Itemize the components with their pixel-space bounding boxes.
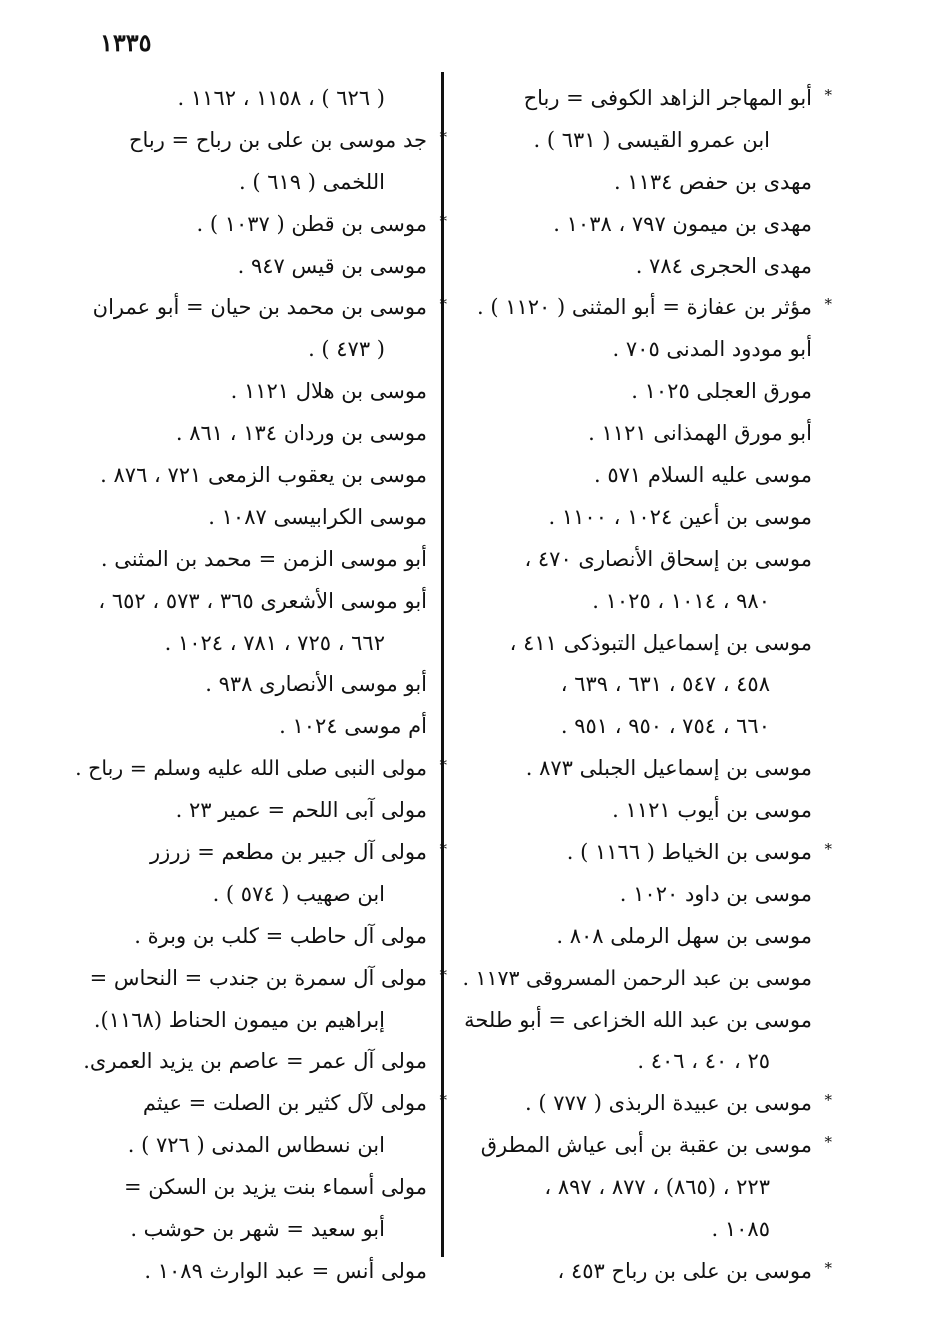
index-line bbox=[72, 455, 427, 497]
index-line bbox=[462, 287, 812, 329]
index-line-text: مولى النبى صلى الله عليه وسلم = رباح . bbox=[75, 756, 427, 781]
index-line bbox=[462, 162, 812, 204]
index-line bbox=[72, 1083, 427, 1125]
index-line bbox=[462, 748, 812, 790]
index-line bbox=[72, 413, 427, 455]
index-line bbox=[72, 1251, 427, 1293]
index-line-text: موسى عليه السلام ٥٧١ . bbox=[593, 463, 812, 488]
index-line-text: موسى الكرابيسى ١٠٨٧ . bbox=[208, 504, 427, 529]
index-line-text: موسى بن محمد بن حيان = أبو عمران bbox=[92, 295, 427, 320]
index-line bbox=[72, 1041, 427, 1083]
index-line-text: مورق العجلى ١٠٢٥ . bbox=[631, 379, 812, 404]
index-line bbox=[462, 246, 812, 288]
index-line-text: موسى بن يعقوب الزمعى ٧٢١ ، ٨٧٦ . bbox=[100, 463, 427, 488]
index-line-text: موسى بن إسماعيل التبوذكى ٤١١ ، bbox=[509, 630, 812, 655]
index-line bbox=[72, 623, 427, 665]
index-line bbox=[462, 790, 812, 832]
index-line bbox=[462, 1125, 812, 1167]
index-line bbox=[72, 1209, 427, 1251]
index-line bbox=[72, 497, 427, 539]
index-line bbox=[462, 204, 812, 246]
index-line bbox=[72, 1167, 427, 1209]
index-line bbox=[462, 1251, 812, 1293]
index-line-text: ٦٦٠ ، ٧٥٤ ، ٩٥٠ ، ٩٥١ . bbox=[560, 714, 770, 739]
index-line-text: أبو سعيد = شهر بن حوشب . bbox=[130, 1217, 385, 1242]
index-line bbox=[462, 958, 812, 1000]
index-line bbox=[72, 539, 427, 581]
index-line-text: ٢٥ ، ٤٠ ، ٤٠٦ . bbox=[637, 1049, 770, 1074]
index-line-text: موسى بن أعين ١٠٢٤ ، ١١٠٠ . bbox=[548, 504, 812, 529]
index-column-left bbox=[72, 78, 427, 1293]
index-line-text: موسى بن داود ١٠٢٠ . bbox=[619, 881, 812, 906]
index-line bbox=[72, 246, 427, 288]
index-line-text: موسى بن قيس ٩٤٧ . bbox=[237, 253, 427, 278]
index-line bbox=[462, 78, 812, 120]
index-line-text: ٩٨٠ ، ١٠١٤ ، ١٠٢٥ . bbox=[592, 588, 770, 613]
index-line bbox=[462, 874, 812, 916]
index-line bbox=[72, 748, 427, 790]
index-line-text: ( ٦٢٦ ) ، ١١٥٨ ، ١١٦٢ . bbox=[177, 86, 385, 110]
index-line-text: موسى بن عقبة بن أبى عياش المطرق bbox=[480, 1133, 812, 1158]
index-line-text: مولى آبى اللحم = عمير ٢٣ . bbox=[175, 798, 427, 823]
index-line bbox=[462, 371, 812, 413]
index-line-text: مولى آل حاطب = كلب بن وبرة . bbox=[134, 923, 427, 948]
index-line-text: مولى آل سمرة بن جندب = النحاس = bbox=[89, 965, 427, 990]
index-line bbox=[462, 1000, 812, 1042]
page-number: ١٣٣٥ bbox=[100, 28, 152, 57]
index-line-text: مهدى بن ميمون ٧٩٧ ، ١٠٣٨ . bbox=[553, 211, 812, 236]
index-line bbox=[72, 581, 427, 623]
index-line bbox=[72, 162, 427, 204]
index-line-text: مهدى بن حفص ١١٣٤ . bbox=[613, 169, 812, 194]
index-line-text: موسى بن الخياط ( ١١٦٦ ) . bbox=[566, 840, 812, 865]
index-line bbox=[462, 539, 812, 581]
index-line-text: أبو المهاجر الزاهد الكوفى = رباح bbox=[523, 86, 812, 110]
index-line-text: موسى بن أيوب ١١٢١ . bbox=[612, 798, 812, 823]
index-line bbox=[462, 413, 812, 455]
index-line bbox=[72, 287, 427, 329]
index-line-text: ٦٦٢ ، ٧٢٥ ، ٧٨١ ، ١٠٢٤ . bbox=[164, 630, 385, 655]
index-line-text: موسى بن هلال ١١٢١ . bbox=[230, 379, 427, 404]
index-line bbox=[462, 664, 812, 706]
index-line bbox=[462, 329, 812, 371]
index-line bbox=[462, 1041, 812, 1083]
index-line-text: موسى بن سهل الرملى ٨٠٨ . bbox=[556, 923, 812, 948]
index-line-text: مولى آل عمر = عاصم بن يزيد العمرى. bbox=[83, 1049, 427, 1074]
index-line-text: موسى بن عبد الرحمن المسروقى ١١٧٣ . bbox=[462, 965, 812, 990]
index-line bbox=[462, 916, 812, 958]
index-line bbox=[72, 832, 427, 874]
index-line bbox=[72, 874, 427, 916]
index-line bbox=[72, 1000, 427, 1042]
index-line bbox=[462, 455, 812, 497]
index-line bbox=[72, 120, 427, 162]
index-line-text: ابن نسطاس المدنى ( ٧٢٦ ) . bbox=[127, 1133, 385, 1158]
index-line-text: موسى بن إسحاق الأنصارى ٤٧٠ ، bbox=[524, 546, 812, 571]
index-line bbox=[462, 1167, 812, 1209]
index-line bbox=[72, 329, 427, 371]
index-line-text: ١٠٨٥ . bbox=[711, 1217, 770, 1242]
index-line-text: جد موسى بن على بن رباح = رباح bbox=[128, 127, 427, 152]
index-line-text: مهدى الحجرى ٧٨٤ . bbox=[635, 253, 812, 278]
index-line bbox=[462, 623, 812, 665]
index-line-text: ٤٥٨ ، ٥٤٧ ، ٦٣١ ، ٦٣٩ ، bbox=[560, 672, 770, 697]
index-line-text: أم موسى ١٠٢٤ . bbox=[279, 714, 427, 739]
index-line bbox=[462, 706, 812, 748]
index-line-text: مؤثر بن عفازة = أبو المثنى ( ١١٢٠ ) . bbox=[477, 295, 812, 320]
index-line-text: موسى بن إسماعيل الجبلى ٨٧٣ . bbox=[525, 756, 812, 781]
index-line-text: أبو موسى الزمن = محمد بن المثنى . bbox=[100, 546, 427, 571]
index-line bbox=[72, 664, 427, 706]
index-line bbox=[72, 1125, 427, 1167]
index-line-text: موسى بن على بن رباح ٤٥٣ ، bbox=[557, 1258, 812, 1283]
index-line-text: مولى آل جبير بن مطعم = زرزر bbox=[150, 840, 427, 865]
index-line bbox=[462, 497, 812, 539]
index-line-text: موسى بن عبيدة الربذى ( ٧٧٧ ) . bbox=[524, 1091, 812, 1116]
index-line-text: مولى أسماء بنت يزيد بن السكن = bbox=[124, 1175, 427, 1200]
index-line bbox=[72, 371, 427, 413]
index-line-text: مولى لآل كثير بن الصلت = عيثم bbox=[142, 1091, 427, 1116]
index-line-text: أبو موسى الأشعرى ٣٦٥ ، ٥٧٣ ، ٦٥٢ ، bbox=[98, 588, 427, 613]
index-line-text: ابن عمرو القيسى ( ٦٣١ ) . bbox=[533, 127, 770, 152]
index-line bbox=[462, 832, 812, 874]
index-line-text: أبو موسى الأنصارى ٩٣٨ . bbox=[205, 672, 427, 697]
index-line bbox=[72, 916, 427, 958]
index-line-text: ( ٤٧٣ ) . bbox=[308, 337, 385, 362]
index-line bbox=[72, 706, 427, 748]
index-line bbox=[72, 78, 427, 120]
index-line bbox=[462, 581, 812, 623]
index-line-text: موسى بن وردان ١٣٤ ، ٨٦١ . bbox=[175, 421, 427, 446]
index-line-text: مولى أنس = عبد الوارث ١٠٨٩ . bbox=[144, 1258, 427, 1283]
index-line-text: إبراهيم بن ميمون الحناط (١١٦٨). bbox=[93, 1007, 385, 1032]
column-divider bbox=[441, 72, 444, 1257]
index-line bbox=[462, 1083, 812, 1125]
index-line-text: أبو مودود المدنى ٧٠٥ . bbox=[612, 337, 812, 362]
index-line bbox=[462, 120, 812, 162]
index-line-text: ٢٢٣ ، (٨٦٥) ، ٨٧٧ ، ٨٩٧ ، bbox=[544, 1175, 770, 1200]
index-line bbox=[462, 1209, 812, 1251]
index-line-text: ابن صهيب ( ٥٧٤ ) . bbox=[212, 881, 385, 906]
index-line bbox=[72, 958, 427, 1000]
index-line-text: موسى بن عبد الله الخزاعى = أبو طلحة bbox=[464, 1007, 812, 1032]
index-line-text: اللخمى ( ٦١٩ ) . bbox=[239, 169, 385, 194]
index-line bbox=[72, 204, 427, 246]
index-column-right bbox=[462, 78, 812, 1293]
index-line-text: موسى بن قطن ( ١٠٣٧ ) . bbox=[196, 211, 427, 236]
index-line bbox=[72, 790, 427, 832]
index-line-text: أبو مورق الهمذانى ١١٢١ . bbox=[588, 421, 812, 446]
